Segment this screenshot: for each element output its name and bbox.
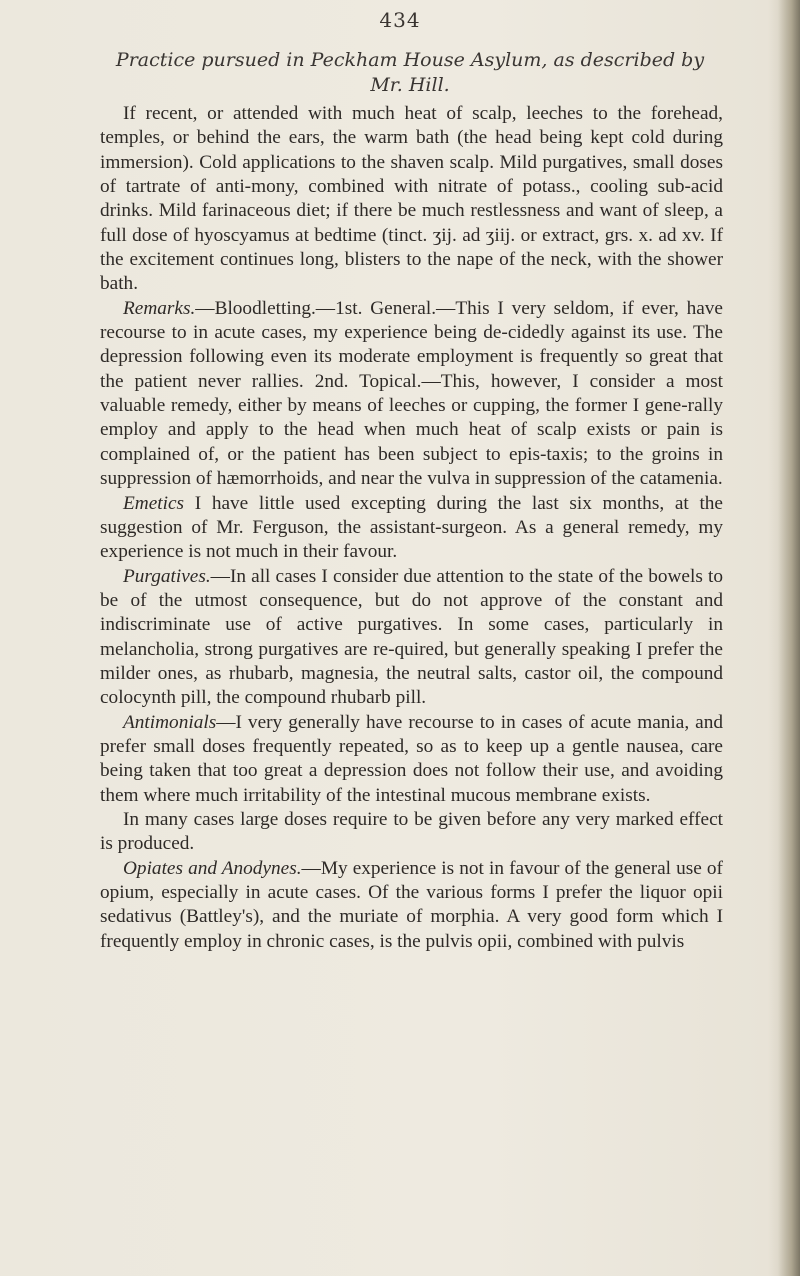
paragraph-4 xyxy=(100,565,723,711)
paragraph-lead: Remarks. xyxy=(123,297,196,319)
paragraph-text: —In all cases I consider due attention to the state of the bowels to be of the utmost consequence, but do not approve of the constant and indiscriminate use of active purgatives. In some cases, particularly in melancholia, strong purgatives are re-quired, but generally speaking I prefer the milder ones, as rhubarb, magnesia, the neutral salts, castor oil, the compound colocynth pill, the compound rhubarb pill. xyxy=(100,565,723,709)
paragraph-3 xyxy=(100,492,723,565)
paragraph-text: If recent, or attended with much heat of scalp, leeches to the forehead, temples, or behind the ears, the warm bath (the head being kept cold during immersion). Cold applications to the shaven scalp. Mild purgatives, small doses of tartrate of anti-mony, combined with nitrate of potass., cooling sub-acid drinks. Mild farinaceous diet; if there be much restlessness and want of sleep, a full dose of hyoscyamus at bedtime (tinct. ʒij. ad ʒiij. or extract, grs. x. ad xv. If the excitement continues long, blisters to the nape of the neck, with the shower bath. xyxy=(100,103,723,295)
paragraph-7 xyxy=(100,857,723,954)
paragraph-lead: Emetics xyxy=(123,492,185,514)
paragraph-text: —I very generally have recourse to in cases of acute mania, and prefer small doses frequently repeated, so as to keep up a gentle nausea, care being taken that too great a depression does not follow their use, and avoiding them where much irritability of the intestinal mucous membrane exists. xyxy=(100,711,723,806)
paragraph-6 xyxy=(100,808,723,857)
paragraph-lead: Antimonials xyxy=(123,711,217,733)
paragraph-text: In many cases large doses require to be given before any very marked effect is produced. xyxy=(100,808,723,855)
paragraph-lead: Purgatives. xyxy=(123,565,211,587)
paragraph-5 xyxy=(100,711,723,808)
paragraph-2 xyxy=(100,297,723,492)
paragraph-text: I have little used excepting during the last six months, at the suggestion of Mr. Ferguson, the assistant-surgeon. As a general remedy, my experience is not much in their favour. xyxy=(100,492,723,563)
paragraph-text: —My experience is not in favour of the general use of opium, especially in acute cases. Of the various forms I prefer the liquor opii sedativus (Battley's), and the muriate of morphia. A very good form which I frequently employ in chronic cases, is the pulvis opii, combined with pulvis xyxy=(100,857,723,952)
page-edge-shadow xyxy=(778,0,800,1276)
page-number: 434 xyxy=(379,8,421,32)
paragraph-lead: Opiates and Anodynes. xyxy=(123,857,302,879)
body-text xyxy=(100,102,723,954)
paragraph-1 xyxy=(100,102,723,297)
section-title: Practice pursued in Peckham House Asylum, as described by Mr. Hill. xyxy=(115,49,705,96)
paragraph-text: —Bloodletting.—1st. General.—This I very seldom, if ever, have recourse to in acute cases, my experience being de-cidedly against its use. The depression following even its moderate employment is frequently so great that the patient never rallies. 2nd. Topical.—This, however, I consider a most valuable remedy, either by means of leeches or cupping, the former I gene-rally employ and apply to the head when much heat of scalp exists or pain is complained of, or the patient has been subject to epis-taxis; to the groins in suppression of hæmorrhoids, and near the vulva in suppression of the catamenia. xyxy=(100,297,723,490)
